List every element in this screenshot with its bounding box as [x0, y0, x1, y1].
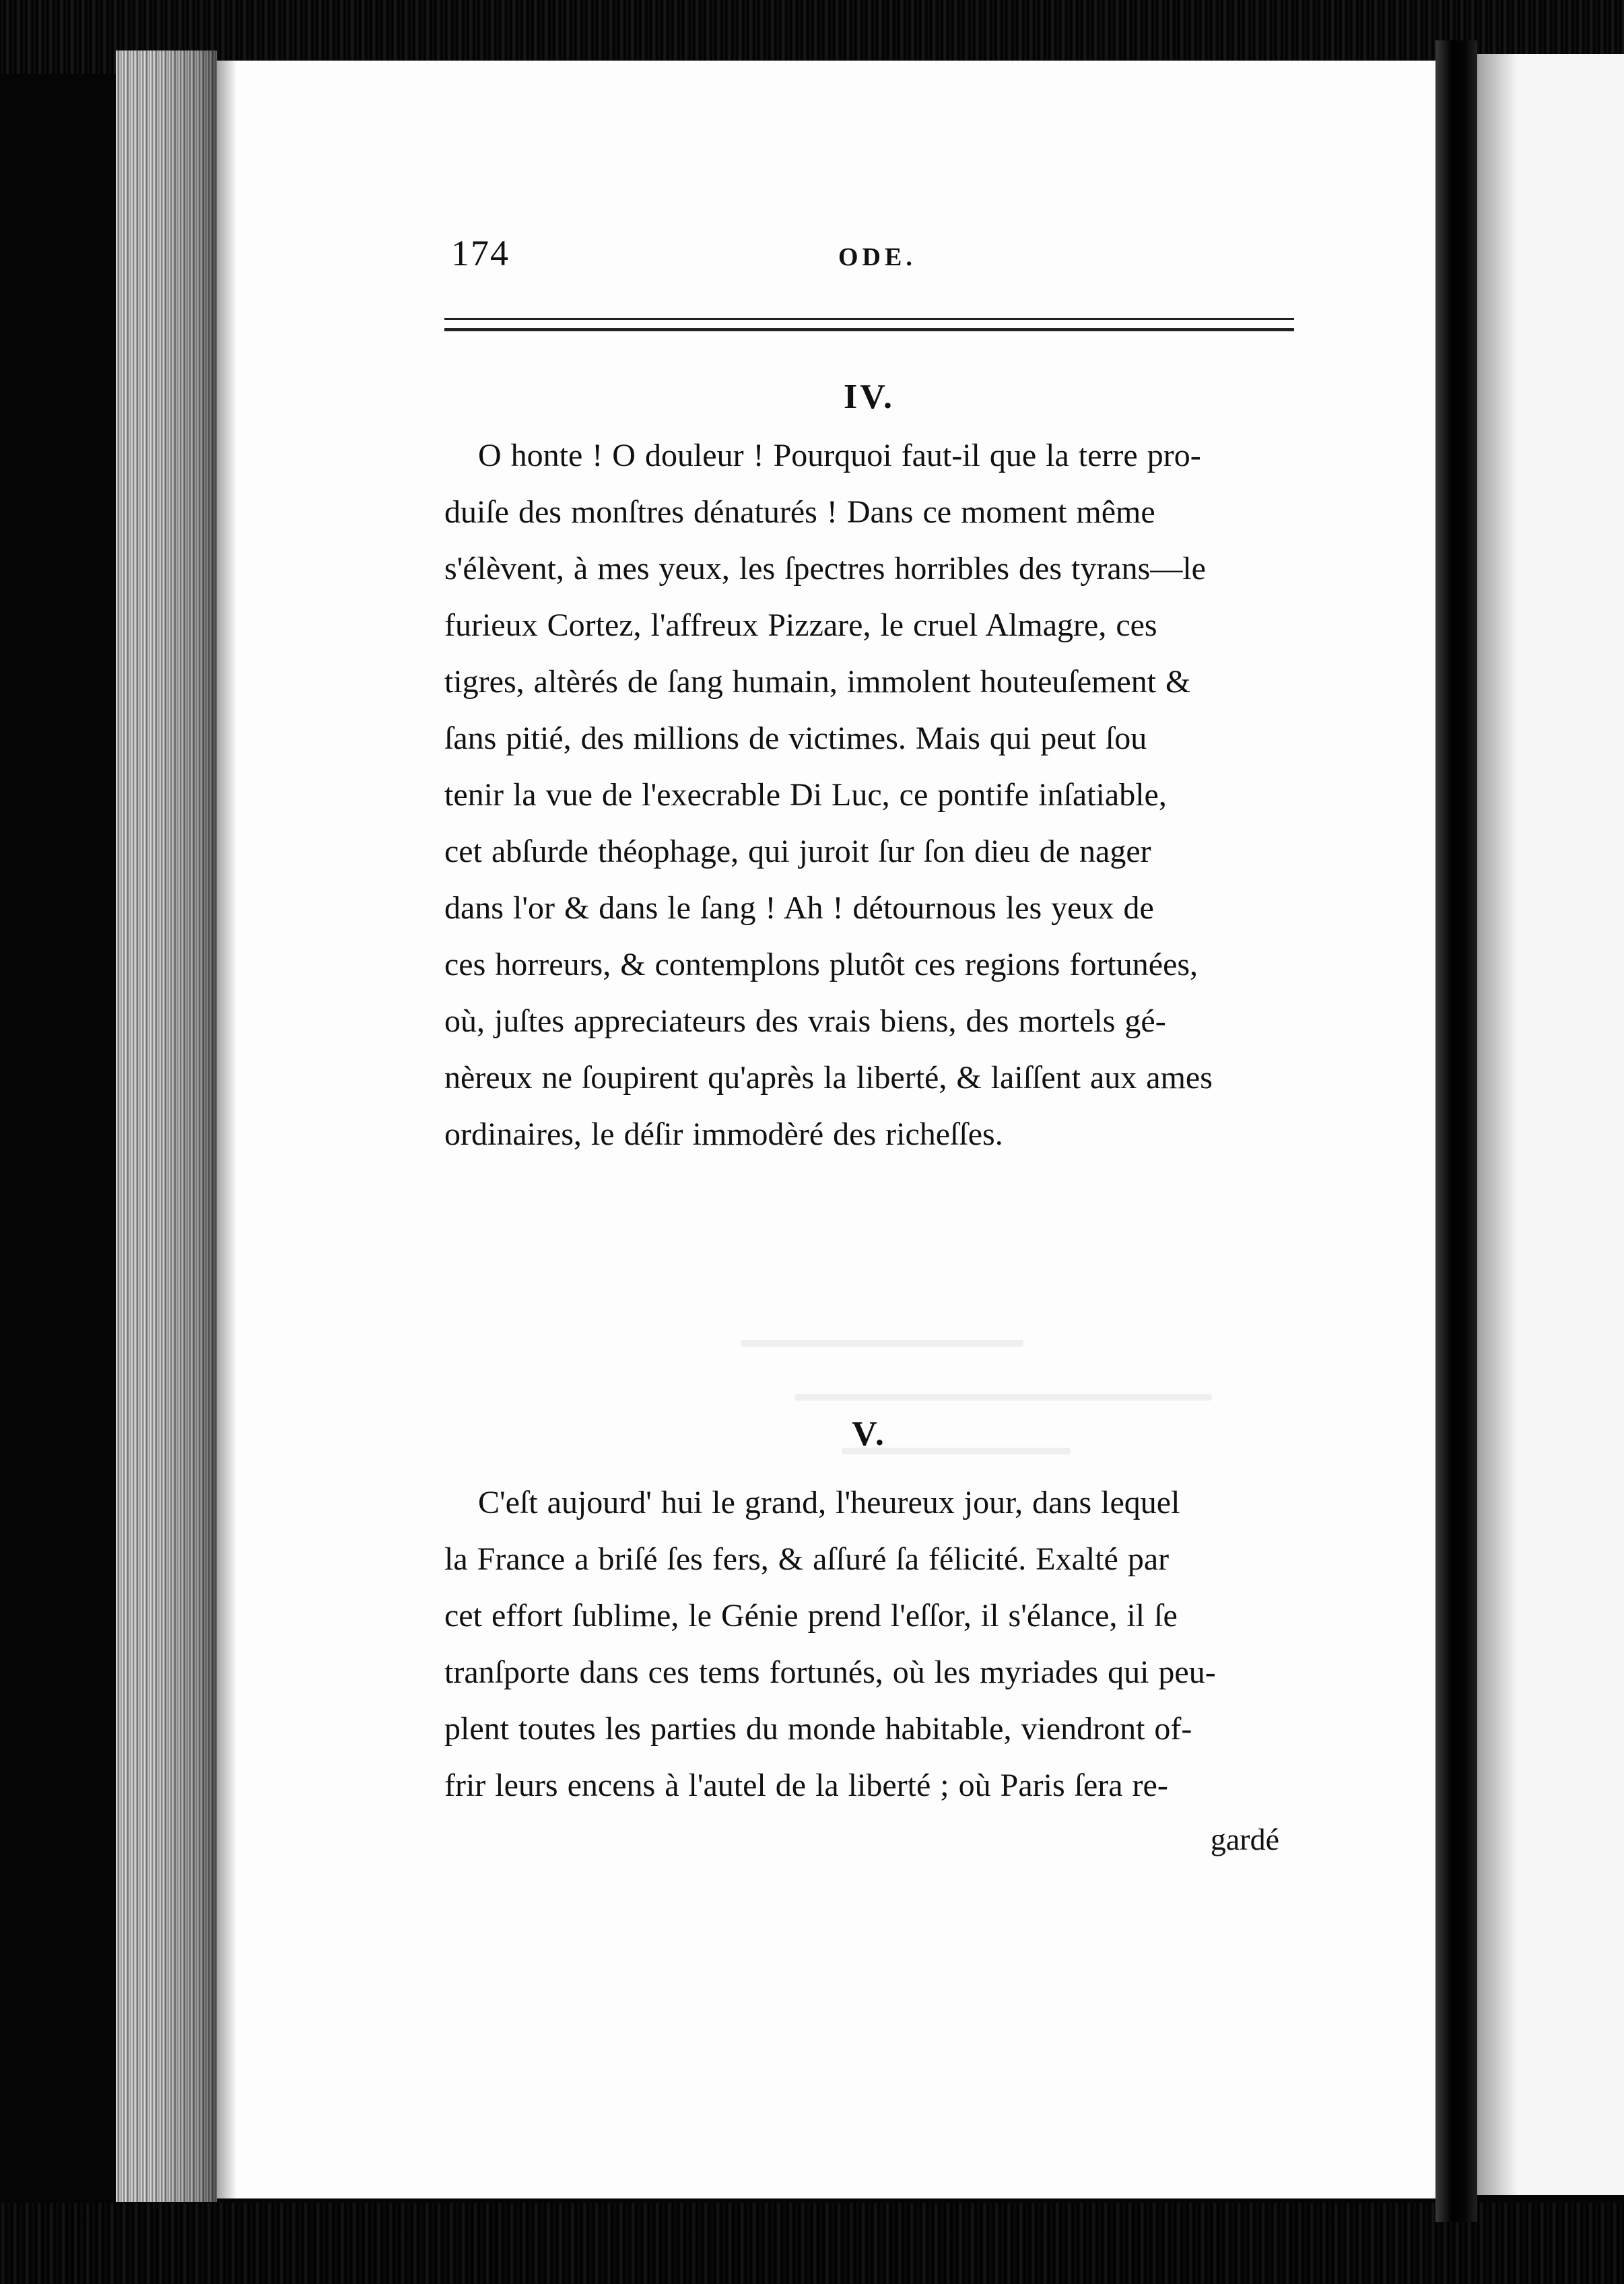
text-line: s'élèvent, à mes yeux, les ſpectres horribles des tyrans—le	[444, 551, 1206, 586]
running-head	[444, 222, 1289, 283]
text-line: la France a briſé ſes fers, & aſſuré ſa félicité. Exalté par	[444, 1541, 1170, 1577]
text-line: furieux Cortez, l'affreux Pizzare, le cruel Almagre, ces	[444, 607, 1157, 643]
page-left-shadow	[217, 61, 237, 2198]
text-line: O honte ! O douleur ! Pourquoi faut-il que la terre pro-	[478, 438, 1201, 473]
text-line: C'eſt aujourd' hui le grand, l'heureux jour, dans lequel	[478, 1485, 1180, 1520]
paragraph-iv	[444, 428, 1294, 1163]
text-line: cet effort ſublime, le Génie prend l'eſſor, il s'élance, il ſe	[444, 1598, 1178, 1634]
text-line: tigres, altèrés de ſang humain, immolent houteuſement &	[444, 664, 1191, 700]
text-line: ſans pitié, des millions de victimes. Mais qui peut ſou	[444, 720, 1147, 756]
running-title: ODE.	[838, 243, 916, 271]
text-line: ordinaires, le déſir immodèré des richeſſes.	[444, 1116, 1003, 1152]
bleed-through-mark	[794, 1394, 1212, 1401]
text-line: nèreux ne ſoupirent qu'après la liberté, & laiſſent aux ames	[444, 1060, 1213, 1096]
section-heading-v: V.	[852, 1415, 887, 1453]
header-rule	[444, 318, 1294, 331]
page-text-block	[444, 222, 1289, 1856]
catchword: gardé	[1210, 1822, 1279, 1856]
text-line: où, juſtes appreciateurs des vrais biens, des mortels gé-	[444, 1003, 1166, 1039]
page-number: 174	[451, 233, 510, 273]
text-line: duiſe des monſtres dénaturés ! Dans ce moment même	[444, 494, 1155, 530]
section-heading-iv: IV.	[843, 378, 895, 416]
text-line: dans l'or & dans le ſang ! Ah ! détournous les yeux de	[444, 890, 1154, 926]
text-line: tranſporte dans ces tems fortunés, où les myriades qui peu-	[444, 1654, 1216, 1690]
text-line: cet abſurde théophage, qui juroit ſur ſon dieu de nager	[444, 834, 1151, 869]
text-line: plent toutes les parties du monde habitable, viendront of-	[444, 1711, 1192, 1747]
text-line: frir leurs encens à l'autel de la liberté ; où Paris ſera re-	[444, 1768, 1168, 1803]
paragraph-v	[444, 1475, 1294, 1814]
text-line: tenir la vue de l'execrable Di Luc, ce pontife inſatiable,	[444, 777, 1167, 813]
page-edges-shadow	[155, 51, 217, 2202]
book-gutter	[1435, 40, 1477, 2222]
bleed-through-mark	[741, 1340, 1023, 1347]
scanner-background-bottom	[0, 2203, 1624, 2284]
facing-page-shadow	[1477, 54, 1518, 2195]
text-line: ces horreurs, & contemplons plutôt ces regions fortunées,	[444, 947, 1198, 982]
